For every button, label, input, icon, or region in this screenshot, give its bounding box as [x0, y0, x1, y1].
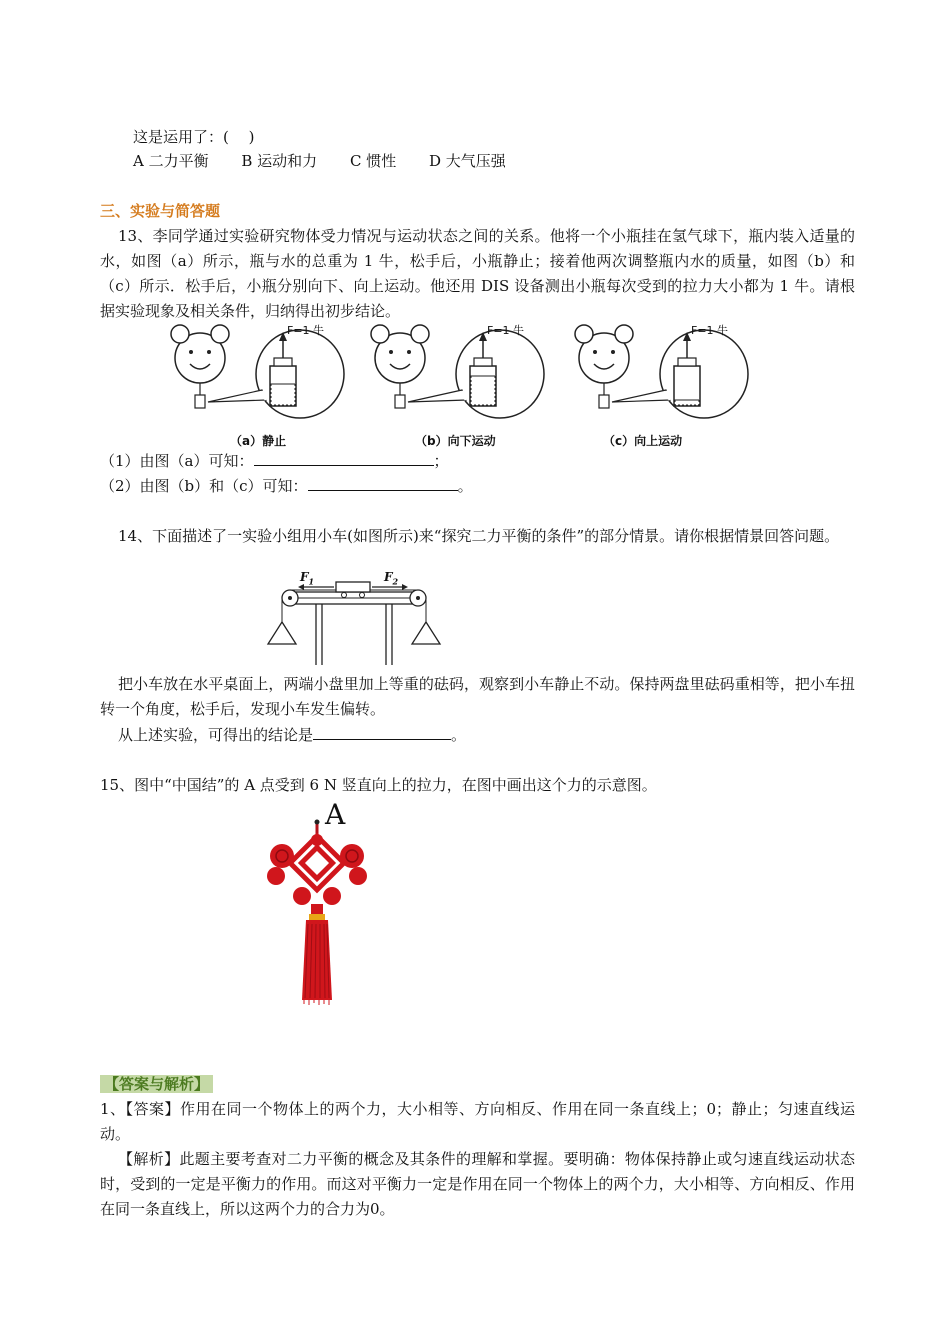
q13-sub2-end: 。 — [457, 477, 473, 495]
answers-title: 【答案与解析】 — [100, 1075, 213, 1093]
q14-conclusion-label: 从上述实验，可得出的结论是 — [118, 726, 314, 744]
q15-text: 15、图中“中国结”的 A 点受到 6 N 竖直向上的拉力，在图中画出这个力的示意图。 — [100, 776, 657, 794]
answer-blank-3[interactable] — [313, 725, 451, 740]
caption-a: （a）静止 — [230, 434, 287, 448]
q12-stem-tail: 这是运用了：( ) — [133, 128, 255, 146]
q14-conclusion-end: 。 — [451, 726, 467, 744]
force-f2-label — [384, 570, 398, 586]
f1-letter: F — [300, 570, 309, 584]
panel-c — [575, 325, 748, 418]
panel-a — [171, 325, 344, 418]
point-a-label: A — [325, 798, 346, 831]
force-label-c: F=1 牛 — [691, 324, 729, 337]
q13-figure — [170, 322, 760, 428]
force-label-b: F=1 牛 — [487, 324, 525, 337]
panel-b — [371, 325, 544, 418]
option-a[interactable]: A 二力平衡 — [133, 152, 209, 170]
answer-1: 1、【答案】作用在同一个物体上的两个力，大小相等、方向相反、作用在同一条直线上；0；静止；匀速直线运动。 — [100, 1100, 855, 1143]
f1-sub: 1 — [308, 576, 315, 587]
answer-1-analysis: 【解析】此题主要考查对二力平衡的概念及其条件的理解和掌握。要明确：物体保持静止或匀速直线运动状态时，受到的一定是平衡力的作用。而这对平衡力一定是作用在同一个物体上的两个力，大小相等、方向相反、作用在同一条直线上，所以这两个力的合力为0。 — [100, 1150, 855, 1218]
q14-conclusion — [118, 724, 878, 746]
q14-desc: 把小车放在水平桌面上，两端小盘里加上等重的砝码，观察到小车静止不动。保持两盘里砝码重相等，把小车扭转一个角度，松手后，发现小车发生偏转。 — [100, 675, 855, 718]
answer-blank-1[interactable] — [254, 451, 434, 466]
answer-blank-2[interactable] — [308, 476, 458, 491]
f2-letter: F — [384, 570, 393, 584]
f2-sub: 2 — [392, 576, 399, 587]
option-b[interactable]: B 运动和力 — [241, 152, 318, 170]
caption-b: （b）向下运动 — [415, 434, 496, 448]
caption-c: （c）向上运动 — [603, 434, 683, 448]
q12-options — [133, 150, 893, 172]
q13-sub1-end: ； — [433, 452, 449, 470]
q13-sub1-label: （1）由图（a）可知： — [100, 452, 254, 470]
force-label-a: F=1 牛 — [287, 324, 325, 337]
force-f1-label — [300, 570, 314, 586]
chinese-knot-image — [262, 800, 382, 1010]
q13-sub2-label: （2）由图（b）和（c）可知： — [100, 477, 308, 495]
option-d[interactable]: D 大气压强 — [429, 152, 506, 170]
option-c[interactable]: C 惯性 — [349, 152, 397, 170]
section-title: 三、实验与简答题 — [100, 202, 221, 220]
answers-header — [100, 1073, 860, 1095]
q14-cart-figure — [262, 570, 452, 668]
q14-text: 14、下面描述了一实验小组用小车(如图所示)来“探究二力平衡的条件”的部分情景。请你根据情景回答问题。 — [118, 527, 840, 545]
q13-text: 13、李同学通过实验研究物体受力情况与运动状态之间的关系。他将一个小瓶挂在氢气球下，瓶内装入适量的水，如图（a）所示，瓶与水的总重为 1 牛，松手后，小瓶静止；接着他两次调整瓶内水的质量，如图（b）和（c）所示．松手后，小瓶分别向下、向上运动。他还用 DIS 设备测出小瓶每次受到的拉力大小都为 1 牛。请根据实验现象及相关条件，归纳得出初步结论。 — [100, 227, 855, 320]
q13-sub2 — [100, 475, 860, 497]
q13-sub1 — [100, 450, 860, 472]
